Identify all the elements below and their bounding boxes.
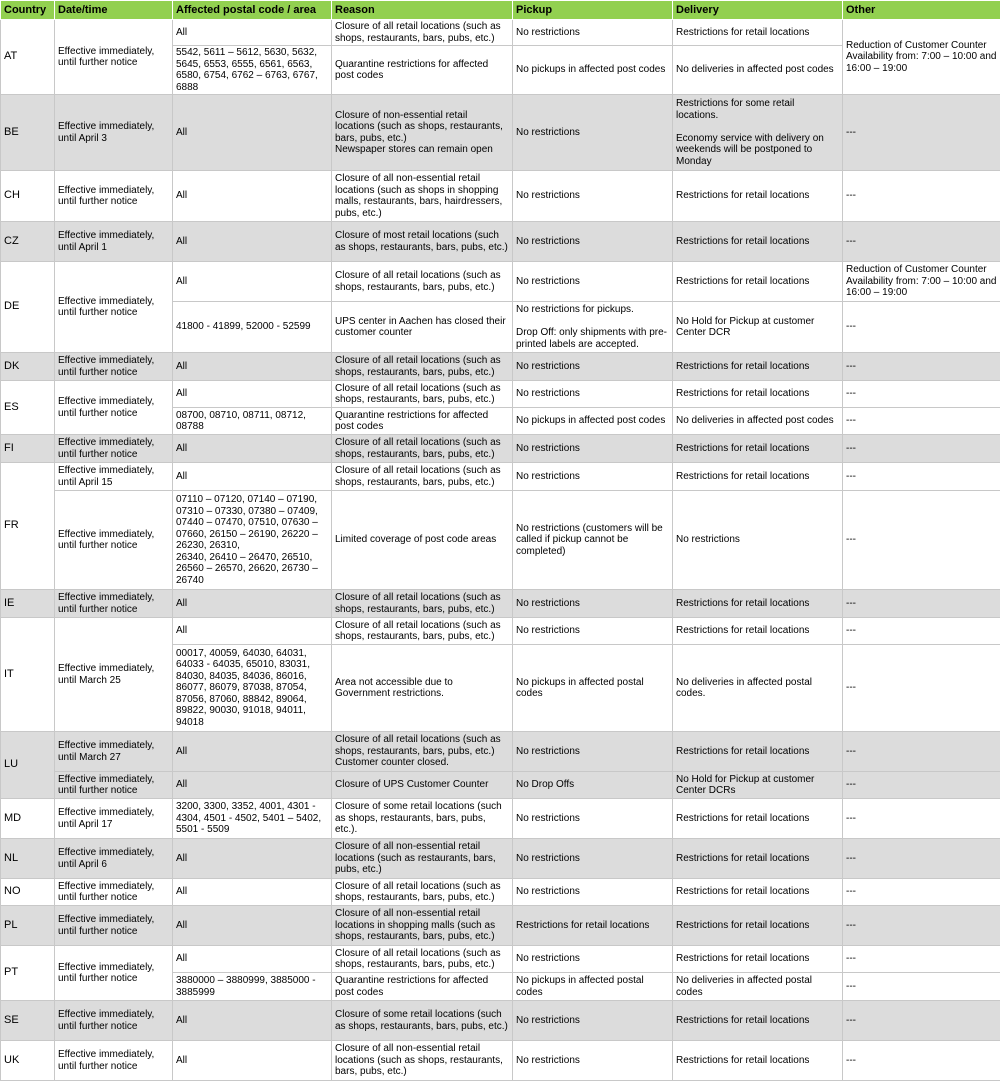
other-cell: ---	[843, 408, 1000, 435]
delivery-cell: No deliveries in affected post codes	[673, 46, 843, 95]
area-cell: All	[173, 906, 332, 946]
table-row	[1, 491, 1000, 590]
area-cell: All	[173, 946, 332, 973]
area-cell: All	[173, 435, 332, 463]
table-row	[1, 262, 1000, 302]
reason-cell: Closure of all retail locations (such as shops, restaurants, bars, pubs, etc.)	[332, 618, 513, 645]
country-cell: IE	[1, 590, 55, 618]
date-cell: Effective immediately, until further notice	[55, 946, 173, 1001]
pickup-cell: No pickups in affected post codes	[513, 46, 673, 95]
table-row	[1, 590, 1000, 618]
other-cell: ---	[843, 645, 1000, 732]
date-cell: Effective immediately, until March 25	[55, 618, 173, 732]
reason-cell: Closure of all retail locations (such as shops, restaurants, bars, pubs, etc.)	[332, 262, 513, 302]
delivery-cell: No deliveries in affected postal codes	[673, 973, 843, 1001]
other-cell: ---	[843, 463, 1000, 491]
country-cell: DK	[1, 353, 55, 381]
header-reason: Reason	[332, 1, 513, 20]
other-cell: ---	[843, 353, 1000, 381]
header-date-time: Date/time	[55, 1, 173, 20]
table-row	[1, 20, 1000, 46]
header-row	[1, 1, 1000, 20]
pickup-cell: No restrictions	[513, 95, 673, 171]
reason-cell: Closure of all retail locations (such as shops, restaurants, bars, pubs, etc.) Customer counter closed.	[332, 732, 513, 772]
date-cell: Effective immediately, until April 6	[55, 839, 173, 879]
table-row	[1, 772, 1000, 799]
area-cell: All	[173, 222, 332, 262]
pickup-cell: No restrictions for pickups. Drop Off: only shipments with pre-printed labels are accepted.	[513, 302, 673, 353]
delivery-cell: No deliveries in affected post codes	[673, 408, 843, 435]
reason-cell: Closure of all non-essential retail locations (such as shops in shopping malls, restaurants, bars, hairdressers, pubs, etc.)	[332, 171, 513, 222]
area-cell: All	[173, 772, 332, 799]
delivery-cell: No restrictions	[673, 491, 843, 590]
reason-cell: Quarantine restrictions for affected post codes	[332, 46, 513, 95]
reason-cell: Closure of all non-essential retail locations in shopping malls (such as shops, restaurants, bars, pubs, etc.)	[332, 906, 513, 946]
reason-cell: Closure of all retail locations (such as shops, restaurants, bars, pubs, etc.)	[332, 353, 513, 381]
country-cell: LU	[1, 732, 55, 799]
delivery-cell: Restrictions for retail locations	[673, 906, 843, 946]
reason-cell: Closure of all retail locations (such as shops, restaurants, bars, pubs, etc.)	[332, 435, 513, 463]
reason-cell: Closure of all retail locations (such as shops, restaurants, bars, pubs, etc.)	[332, 879, 513, 906]
country-cell: BE	[1, 95, 55, 171]
delivery-cell: Restrictions for retail locations	[673, 618, 843, 645]
other-cell: ---	[843, 491, 1000, 590]
date-cell: Effective immediately, until further notice	[55, 879, 173, 906]
country-cell: CZ	[1, 222, 55, 262]
other-cell: ---	[843, 1041, 1000, 1081]
table-row	[1, 799, 1000, 839]
country-cell: SE	[1, 1001, 55, 1041]
other-cell: ---	[843, 590, 1000, 618]
area-cell: All	[173, 20, 332, 46]
area-cell: All	[173, 1001, 332, 1041]
table-row	[1, 222, 1000, 262]
pickup-cell: No restrictions	[513, 1001, 673, 1041]
delivery-cell: No Hold for Pickup at customer Center DCRs	[673, 772, 843, 799]
reason-cell: Quarantine restrictions for affected post codes	[332, 973, 513, 1001]
pickup-cell: No restrictions	[513, 839, 673, 879]
delivery-cell: Restrictions for retail locations	[673, 435, 843, 463]
pickup-cell: No pickups in affected post codes	[513, 408, 673, 435]
delivery-cell: Restrictions for retail locations	[673, 1001, 843, 1041]
table-row	[1, 463, 1000, 491]
country-cell: DE	[1, 262, 55, 353]
reason-cell: Closure of all retail locations (such as shops, restaurants, bars, pubs, etc.)	[332, 20, 513, 46]
delivery-cell: Restrictions for retail locations	[673, 463, 843, 491]
area-cell: 08700, 08710, 08711, 08712, 08788	[173, 408, 332, 435]
other-cell: ---	[843, 381, 1000, 408]
pickup-cell: No restrictions	[513, 171, 673, 222]
area-cell: All	[173, 381, 332, 408]
area-cell: 07110 – 07120, 07140 – 07190, 07310 – 07330, 07380 – 07409, 07440 – 07470, 07510, 07630 – 07660, 26150 – 26190, 26220 – 26230, 26310, 26340, 26410 – 26470, 26510, 26560 – 26570, 26620, 26730 – 26740	[173, 491, 332, 590]
date-cell: Effective immediately, until April 1	[55, 222, 173, 262]
date-cell: Effective immediately, until March 27	[55, 732, 173, 772]
date-cell: Effective immediately, until April 15	[55, 463, 173, 491]
table-row	[1, 353, 1000, 381]
pickup-cell: No restrictions	[513, 262, 673, 302]
date-cell: Effective immediately, until further notice	[55, 353, 173, 381]
country-cell: FI	[1, 435, 55, 463]
delivery-cell: Restrictions for retail locations	[673, 839, 843, 879]
area-cell: All	[173, 839, 332, 879]
delivery-cell: Restrictions for retail locations	[673, 799, 843, 839]
delivery-cell: No Hold for Pickup at customer Center DCR	[673, 302, 843, 353]
country-cell: PT	[1, 946, 55, 1001]
reason-cell: Closure of UPS Customer Counter	[332, 772, 513, 799]
table-row	[1, 381, 1000, 408]
delivery-cell: Restrictions for retail locations	[673, 171, 843, 222]
other-cell: ---	[843, 171, 1000, 222]
table-row	[1, 435, 1000, 463]
pickup-cell: No restrictions	[513, 799, 673, 839]
country-cell: CH	[1, 171, 55, 222]
pickup-cell: No restrictions	[513, 353, 673, 381]
area-cell: All	[173, 262, 332, 302]
date-cell: Effective immediately, until further notice	[55, 1001, 173, 1041]
area-cell: All	[173, 732, 332, 772]
table-row	[1, 839, 1000, 879]
header-delivery: Delivery	[673, 1, 843, 20]
area-cell: 41800 - 41899, 52000 - 52599	[173, 302, 332, 353]
country-cell: MD	[1, 799, 55, 839]
date-cell: Effective immediately, until further notice	[55, 491, 173, 590]
date-cell: Effective immediately, until further notice	[55, 772, 173, 799]
other-cell: ---	[843, 772, 1000, 799]
table-row	[1, 906, 1000, 946]
area-cell: 3880000 – 3880999, 3885000 - 3885999	[173, 973, 332, 1001]
other-cell: ---	[843, 95, 1000, 171]
pickup-cell: No restrictions	[513, 618, 673, 645]
reason-cell: Closure of all retail locations (such as shops, restaurants, bars, pubs, etc.)	[332, 946, 513, 973]
table-row	[1, 879, 1000, 906]
date-cell: Effective immediately, until further notice	[55, 20, 173, 95]
area-cell: All	[173, 95, 332, 171]
delivery-cell: Restrictions for retail locations	[673, 262, 843, 302]
area-cell: All	[173, 618, 332, 645]
delivery-cell: No deliveries in affected postal codes.	[673, 645, 843, 732]
reason-cell: Limited coverage of post code areas	[332, 491, 513, 590]
date-cell: Effective immediately, until further notice	[55, 906, 173, 946]
reason-cell: Closure of all retail locations (such as shops, restaurants, bars, pubs, etc.)	[332, 463, 513, 491]
country-cell: NO	[1, 879, 55, 906]
area-cell: 00017, 40059, 64030, 64031, 64033 - 64035, 65010, 83031, 84030, 84035, 84036, 86016, 86077, 86079, 87038, 87054, 87056, 87060, 88842, 89064, 89822, 90030, 91018, 94011, 94018	[173, 645, 332, 732]
other-cell: Reduction of Customer Counter Availability from: 7:00 – 10:00 and 16:00 – 19:00	[843, 262, 1000, 302]
other-cell: ---	[843, 946, 1000, 973]
date-cell: Effective immediately, until further notice	[55, 262, 173, 353]
delivery-cell: Restrictions for retail locations	[673, 879, 843, 906]
other-cell: ---	[843, 799, 1000, 839]
date-cell: Effective immediately, until further notice	[55, 1041, 173, 1081]
reason-cell: Closure of all retail locations (such as shops, restaurants, bars, pubs, etc.)	[332, 590, 513, 618]
pickup-cell: No restrictions	[513, 879, 673, 906]
reason-cell: Closure of all non-essential retail locations (such as shops, restaurants, bars, pubs, etc.)	[332, 1041, 513, 1081]
pickup-cell: No Drop Offs	[513, 772, 673, 799]
other-cell: ---	[843, 879, 1000, 906]
area-cell: All	[173, 463, 332, 491]
reason-cell: Closure of non-essential retail locations (such as shops, restaurants, bars, pubs, etc.) Newspaper stores can remain open	[332, 95, 513, 171]
country-cell: NL	[1, 839, 55, 879]
date-cell: Effective immediately, until April 3	[55, 95, 173, 171]
delivery-cell: Restrictions for retail locations	[673, 732, 843, 772]
delivery-cell: Restrictions for retail locations	[673, 353, 843, 381]
country-cell: UK	[1, 1041, 55, 1081]
delivery-cell: Restrictions for retail locations	[673, 1041, 843, 1081]
other-cell: ---	[843, 302, 1000, 353]
pickup-cell: No pickups in affected postal codes	[513, 645, 673, 732]
other-cell: ---	[843, 732, 1000, 772]
other-cell: ---	[843, 435, 1000, 463]
delivery-cell: Restrictions for retail locations	[673, 20, 843, 46]
reason-cell: Closure of all retail locations (such as shops, restaurants, bars, pubs, etc.)	[332, 381, 513, 408]
date-cell: Effective immediately, until further notice	[55, 171, 173, 222]
area-cell: 3200, 3300, 3352, 4001, 4301 - 4304, 4501 - 4502, 5401 – 5402, 5501 - 5509	[173, 799, 332, 839]
delivery-cell: Restrictions for some retail locations. Economy service with delivery on weekends will be postponed to Monday	[673, 95, 843, 171]
delivery-cell: Restrictions for retail locations	[673, 946, 843, 973]
other-cell: ---	[843, 973, 1000, 1001]
country-cell: PL	[1, 906, 55, 946]
country-cell: IT	[1, 618, 55, 732]
table-row	[1, 946, 1000, 973]
area-cell: All	[173, 590, 332, 618]
other-cell: ---	[843, 839, 1000, 879]
area-cell: All	[173, 353, 332, 381]
table-row	[1, 171, 1000, 222]
country-cell: AT	[1, 20, 55, 95]
pickup-cell: No restrictions (customers will be called if pickup cannot be completed)	[513, 491, 673, 590]
pickup-cell: No restrictions	[513, 732, 673, 772]
other-cell: ---	[843, 618, 1000, 645]
other-cell: Reduction of Customer Counter Availability from: 7:00 – 10:00 and 16:00 – 19:00	[843, 20, 1000, 95]
delivery-cell: Restrictions for retail locations	[673, 381, 843, 408]
date-cell: Effective immediately, until further notice	[55, 590, 173, 618]
area-cell: 5542, 5611 – 5612, 5630, 5632, 5645, 6553, 6555, 6561, 6563, 6580, 6754, 6762 – 6763, 6767, 6888	[173, 46, 332, 95]
reason-cell: Quarantine restrictions for affected post codes	[332, 408, 513, 435]
date-cell: Effective immediately, until April 17	[55, 799, 173, 839]
pickup-cell: No restrictions	[513, 463, 673, 491]
date-cell: Effective immediately, until further notice	[55, 381, 173, 435]
reason-cell: Closure of some retail locations (such as shops, restaurants, bars, pubs, etc.)	[332, 1001, 513, 1041]
pickup-cell: No pickups in affected postal codes	[513, 973, 673, 1001]
table-row	[1, 95, 1000, 171]
pickup-cell: No restrictions	[513, 20, 673, 46]
table-row	[1, 1001, 1000, 1041]
header-pickup: Pickup	[513, 1, 673, 20]
pickup-cell: No restrictions	[513, 435, 673, 463]
area-cell: All	[173, 879, 332, 906]
reason-cell: UPS center in Aachen has closed their customer counter	[332, 302, 513, 353]
table-row	[1, 1041, 1000, 1081]
header-other: Other	[843, 1, 1000, 20]
other-cell: ---	[843, 222, 1000, 262]
reason-cell: Area not accessible due to Government restrictions.	[332, 645, 513, 732]
pickup-cell: No restrictions	[513, 1041, 673, 1081]
header-country: Country	[1, 1, 55, 20]
pickup-cell: No restrictions	[513, 381, 673, 408]
reason-cell: Closure of all non-essential retail locations (such as restaurants, bars, pubs, etc.)	[332, 839, 513, 879]
country-cell: FR	[1, 463, 55, 590]
area-cell: All	[173, 1041, 332, 1081]
pickup-cell: No restrictions	[513, 590, 673, 618]
other-cell: ---	[843, 1001, 1000, 1041]
table-row	[1, 618, 1000, 645]
country-cell: ES	[1, 381, 55, 435]
other-cell: ---	[843, 906, 1000, 946]
area-cell: All	[173, 171, 332, 222]
pickup-cell: Restrictions for retail locations	[513, 906, 673, 946]
header-affected-area: Affected postal code / area	[173, 1, 332, 20]
delivery-cell: Restrictions for retail locations	[673, 222, 843, 262]
reason-cell: Closure of some retail locations (such as shops, restaurants, bars, pubs, etc.).	[332, 799, 513, 839]
date-cell: Effective immediately, until further notice	[55, 435, 173, 463]
pickup-cell: No restrictions	[513, 222, 673, 262]
pickup-cell: No restrictions	[513, 946, 673, 973]
delivery-cell: Restrictions for retail locations	[673, 590, 843, 618]
reason-cell: Closure of most retail locations (such as shops, restaurants, bars, pubs, etc.)	[332, 222, 513, 262]
table-row	[1, 732, 1000, 772]
